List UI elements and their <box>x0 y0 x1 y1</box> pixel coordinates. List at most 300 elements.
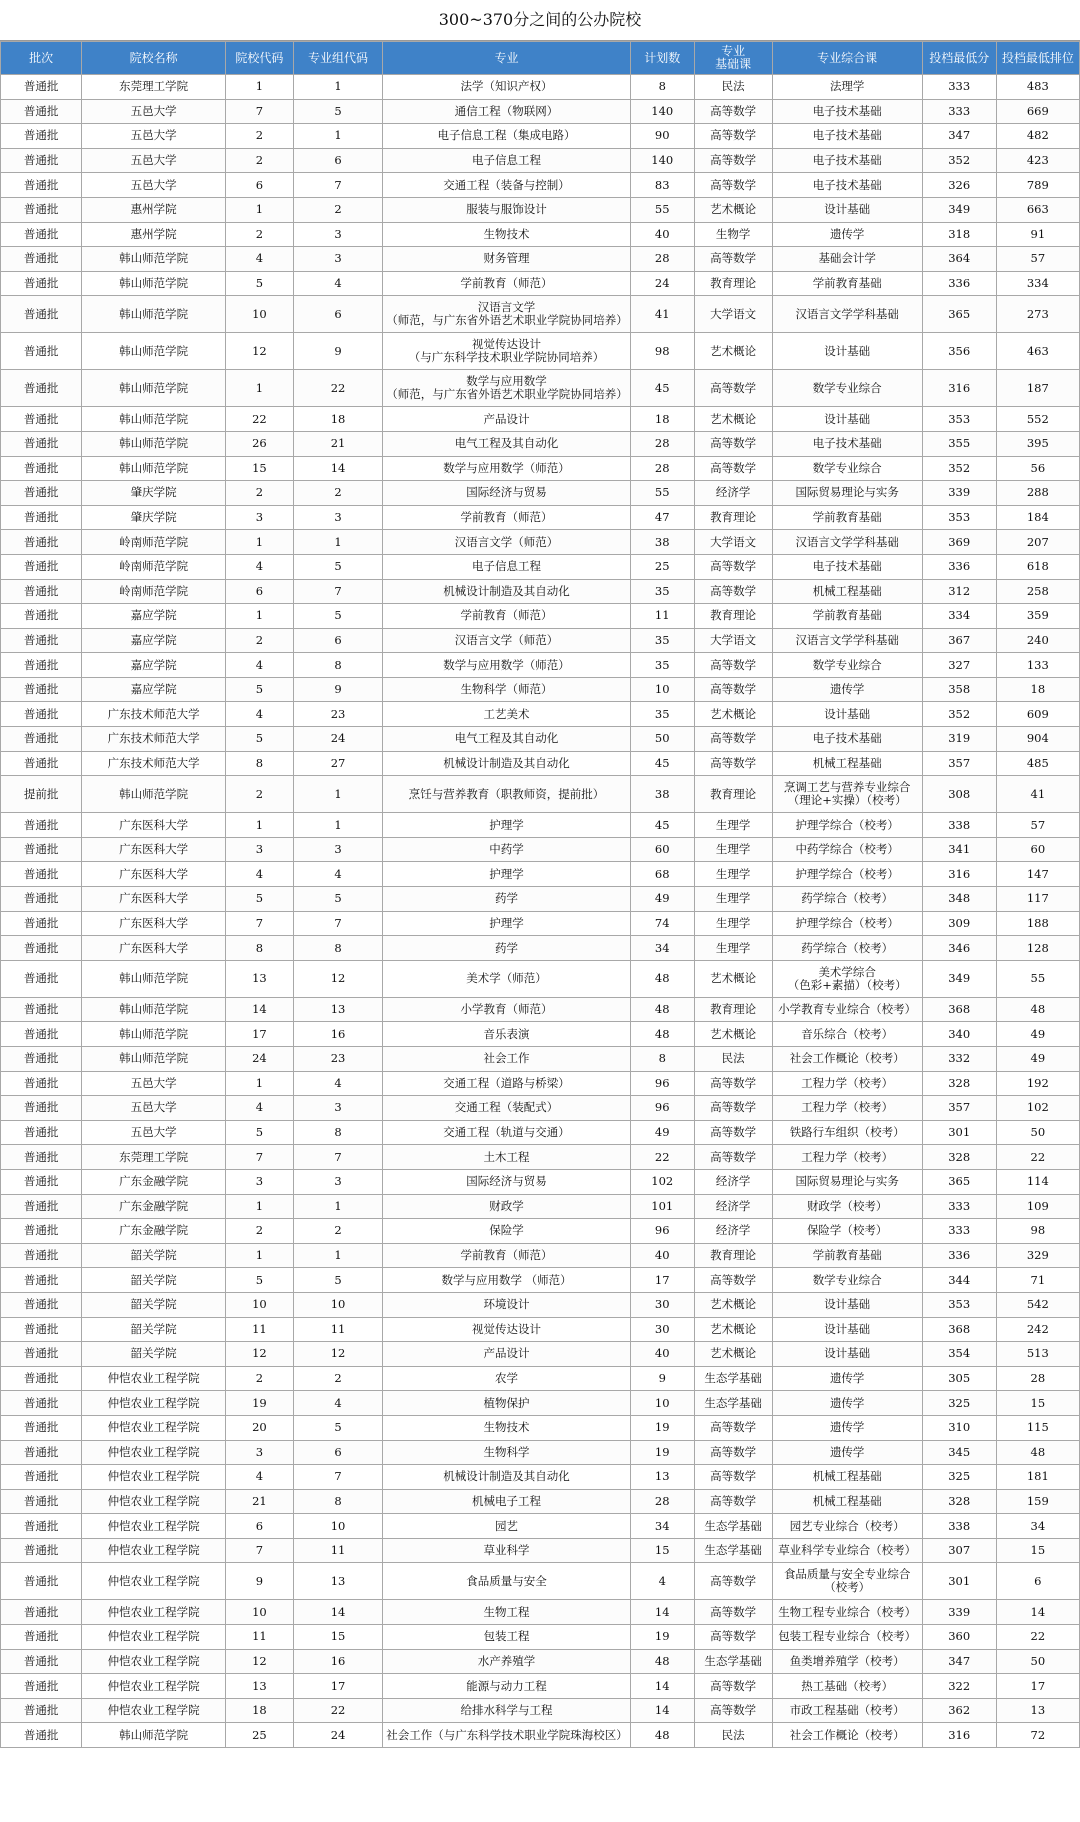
min-score-cell: 316 <box>922 370 996 407</box>
basic-course-cell: 高等数学 <box>694 1415 772 1440</box>
school-name-cell: 仲恺农业工程学院 <box>82 1563 226 1600</box>
group-code-cell: 17 <box>293 1674 382 1699</box>
school-code-cell: 1 <box>226 370 294 407</box>
school-name-cell: 仲恺农业工程学院 <box>82 1465 226 1490</box>
group-code-cell: 6 <box>293 1440 382 1465</box>
group-code-cell: 16 <box>293 1649 382 1674</box>
comprehensive-course-cell: 药学综合（校考） <box>772 887 922 912</box>
plan-count-cell: 48 <box>630 997 694 1022</box>
min-score-cell: 305 <box>922 1366 996 1391</box>
min-score-cell: 325 <box>922 1391 996 1416</box>
table-row <box>1 271 1080 296</box>
major-cell: 美术学（师范） <box>383 960 631 997</box>
school-name-cell: 仲恺农业工程学院 <box>82 1649 226 1674</box>
major-cell: 中药学 <box>383 837 631 862</box>
school-code-cell: 7 <box>226 99 294 124</box>
school-code-cell: 1 <box>226 197 294 222</box>
school-code-cell: 20 <box>226 1415 294 1440</box>
min-score-cell: 322 <box>922 1674 996 1699</box>
header-major: 专业 <box>383 42 631 75</box>
batch-cell: 普通批 <box>1 1489 82 1514</box>
school-name-cell: 嘉应学院 <box>82 628 226 653</box>
batch-cell: 普通批 <box>1 1169 82 1194</box>
table-row <box>1 887 1080 912</box>
comprehensive-course-cell: 遗传学 <box>772 222 922 247</box>
group-code-cell: 4 <box>293 1391 382 1416</box>
school-code-cell: 17 <box>226 1022 294 1047</box>
school-name-cell: 广东金融学院 <box>82 1219 226 1244</box>
basic-course-cell: 经济学 <box>694 481 772 506</box>
min-score-cell: 344 <box>922 1268 996 1293</box>
min-rank-cell: 663 <box>996 197 1079 222</box>
major-cell: 财政学 <box>383 1194 631 1219</box>
plan-count-cell: 48 <box>630 1723 694 1748</box>
school-name-cell: 嘉应学院 <box>82 604 226 629</box>
table-row <box>1 751 1080 776</box>
plan-count-cell: 96 <box>630 1096 694 1121</box>
school-name-cell: 仲恺农业工程学院 <box>82 1698 226 1723</box>
min-score-cell: 362 <box>922 1698 996 1723</box>
table-row <box>1 173 1080 198</box>
table-row <box>1 1120 1080 1145</box>
comprehensive-course-cell: 工程力学（校考） <box>772 1071 922 1096</box>
plan-count-cell: 15 <box>630 1538 694 1563</box>
table-row <box>1 247 1080 272</box>
group-code-cell: 9 <box>293 677 382 702</box>
plan-count-cell: 14 <box>630 1600 694 1625</box>
group-code-cell: 13 <box>293 997 382 1022</box>
basic-course-cell: 生理学 <box>694 887 772 912</box>
plan-count-cell: 38 <box>630 530 694 555</box>
school-code-cell: 10 <box>226 1600 294 1625</box>
basic-course-cell: 艺术概论 <box>694 197 772 222</box>
table-row <box>1 431 1080 456</box>
comprehensive-course-cell: 设计基础 <box>772 333 922 370</box>
school-name-cell: 仲恺农业工程学院 <box>82 1489 226 1514</box>
basic-course-cell: 经济学 <box>694 1169 772 1194</box>
basic-course-cell: 生态学基础 <box>694 1538 772 1563</box>
basic-course-cell: 生态学基础 <box>694 1649 772 1674</box>
group-code-cell: 3 <box>293 222 382 247</box>
school-name-cell: 韩山师范学院 <box>82 1723 226 1748</box>
batch-cell: 普通批 <box>1 813 82 838</box>
major-cell: 电子信息工程 <box>383 554 631 579</box>
plan-count-cell: 45 <box>630 813 694 838</box>
min-score-cell: 338 <box>922 1514 996 1539</box>
major-cell: 社会工作（与广东科学技术职业学院珠海校区） <box>383 1723 631 1748</box>
table-row <box>1 628 1080 653</box>
school-code-cell: 4 <box>226 653 294 678</box>
table-row <box>1 776 1080 813</box>
comprehensive-course-cell: 护理学综合（校考） <box>772 862 922 887</box>
school-name-cell: 韶关学院 <box>82 1317 226 1342</box>
group-code-cell: 11 <box>293 1317 382 1342</box>
basic-course-cell: 民法 <box>694 1723 772 1748</box>
min-score-cell: 357 <box>922 751 996 776</box>
basic-course-cell: 高等数学 <box>694 1268 772 1293</box>
major-cell: 植物保护 <box>383 1391 631 1416</box>
min-rank-cell: 181 <box>996 1465 1079 1490</box>
batch-cell: 普通批 <box>1 1674 82 1699</box>
table-row <box>1 1440 1080 1465</box>
school-code-cell: 14 <box>226 997 294 1022</box>
group-code-cell: 7 <box>293 173 382 198</box>
comprehensive-course-cell: 国际贸易理论与实务 <box>772 481 922 506</box>
plan-count-cell: 96 <box>630 1071 694 1096</box>
min-score-cell: 309 <box>922 911 996 936</box>
major-cell: 产品设计 <box>383 1342 631 1367</box>
min-rank-cell: 102 <box>996 1096 1079 1121</box>
table-row <box>1 481 1080 506</box>
major-cell: 国际经济与贸易 <box>383 481 631 506</box>
plan-count-cell: 10 <box>630 677 694 702</box>
group-code-cell: 6 <box>293 296 382 333</box>
basic-course-cell: 生理学 <box>694 813 772 838</box>
plan-count-cell: 41 <box>630 296 694 333</box>
table-row <box>1 677 1080 702</box>
plan-count-cell: 28 <box>630 456 694 481</box>
plan-count-cell: 60 <box>630 837 694 862</box>
basic-course-cell: 民法 <box>694 1047 772 1072</box>
major-cell: 数学与应用数学 （师范） <box>383 1268 631 1293</box>
major-cell: 保险学 <box>383 1219 631 1244</box>
school-name-cell: 仲恺农业工程学院 <box>82 1600 226 1625</box>
min-rank-cell: 242 <box>996 1317 1079 1342</box>
min-score-cell: 357 <box>922 1096 996 1121</box>
school-name-cell: 东莞理工学院 <box>82 75 226 100</box>
school-code-cell: 3 <box>226 1169 294 1194</box>
major-cell: 学前教育（师范） <box>383 271 631 296</box>
table-row <box>1 1415 1080 1440</box>
min-rank-cell: 159 <box>996 1489 1079 1514</box>
table-row <box>1 936 1080 961</box>
plan-count-cell: 40 <box>630 1243 694 1268</box>
school-name-cell: 广东技术师范大学 <box>82 751 226 776</box>
comprehensive-course-cell: 电子技术基础 <box>772 173 922 198</box>
header-school-code: 院校代码 <box>226 42 294 75</box>
min-rank-cell: 334 <box>996 271 1079 296</box>
batch-cell: 普通批 <box>1 481 82 506</box>
group-code-cell: 3 <box>293 505 382 530</box>
school-name-cell: 广东医科大学 <box>82 837 226 862</box>
batch-cell: 普通批 <box>1 1268 82 1293</box>
min-rank-cell: 329 <box>996 1243 1079 1268</box>
school-name-cell: 韩山师范学院 <box>82 1047 226 1072</box>
min-rank-cell: 57 <box>996 813 1079 838</box>
basic-course-cell: 艺术概论 <box>694 407 772 432</box>
major-cell: 园艺 <box>383 1514 631 1539</box>
group-code-cell: 5 <box>293 604 382 629</box>
min-rank-cell: 188 <box>996 911 1079 936</box>
school-name-cell: 韩山师范学院 <box>82 776 226 813</box>
min-score-cell: 348 <box>922 887 996 912</box>
min-rank-cell: 117 <box>996 887 1079 912</box>
header-group-code: 专业组代码 <box>293 42 382 75</box>
table-row <box>1 75 1080 100</box>
school-code-cell: 18 <box>226 1698 294 1723</box>
plan-count-cell: 11 <box>630 604 694 629</box>
school-code-cell: 12 <box>226 333 294 370</box>
major-cell: 视觉传达设计 （与广东科学技术职业学院协同培养） <box>383 333 631 370</box>
min-score-cell: 349 <box>922 960 996 997</box>
comprehensive-course-cell: 电子技术基础 <box>772 554 922 579</box>
basic-course-cell: 生理学 <box>694 936 772 961</box>
comprehensive-course-cell: 工程力学（校考） <box>772 1096 922 1121</box>
min-rank-cell: 50 <box>996 1649 1079 1674</box>
comprehensive-course-cell: 电子技术基础 <box>772 727 922 752</box>
batch-cell: 普通批 <box>1 296 82 333</box>
comprehensive-course-cell: 电子技术基础 <box>772 99 922 124</box>
min-score-cell: 368 <box>922 1317 996 1342</box>
min-rank-cell: 552 <box>996 407 1079 432</box>
comprehensive-course-cell: 市政工程基础（校考） <box>772 1698 922 1723</box>
plan-count-cell: 47 <box>630 505 694 530</box>
school-code-cell: 7 <box>226 1145 294 1170</box>
plan-count-cell: 102 <box>630 1169 694 1194</box>
group-code-cell: 18 <box>293 407 382 432</box>
school-name-cell: 岭南师范学院 <box>82 579 226 604</box>
min-rank-cell: 128 <box>996 936 1079 961</box>
group-code-cell: 12 <box>293 960 382 997</box>
table-row <box>1 653 1080 678</box>
school-name-cell: 五邑大学 <box>82 1120 226 1145</box>
plan-count-cell: 9 <box>630 1366 694 1391</box>
min-score-cell: 346 <box>922 936 996 961</box>
min-rank-cell: 28 <box>996 1366 1079 1391</box>
school-name-cell: 惠州学院 <box>82 222 226 247</box>
school-name-cell: 韩山师范学院 <box>82 296 226 333</box>
school-code-cell: 11 <box>226 1317 294 1342</box>
school-code-cell: 10 <box>226 1292 294 1317</box>
basic-course-cell: 教育理论 <box>694 505 772 530</box>
school-name-cell: 仲恺农业工程学院 <box>82 1538 226 1563</box>
basic-course-cell: 高等数学 <box>694 247 772 272</box>
basic-course-cell: 高等数学 <box>694 677 772 702</box>
school-name-cell: 广东技术师范大学 <box>82 727 226 752</box>
school-name-cell: 仲恺农业工程学院 <box>82 1440 226 1465</box>
plan-count-cell: 35 <box>630 702 694 727</box>
group-code-cell: 4 <box>293 271 382 296</box>
table-body <box>1 75 1080 1748</box>
table-row <box>1 124 1080 149</box>
plan-count-cell: 49 <box>630 1120 694 1145</box>
group-code-cell: 5 <box>293 1415 382 1440</box>
min-rank-cell: 15 <box>996 1391 1079 1416</box>
plan-count-cell: 35 <box>630 579 694 604</box>
table-row <box>1 1366 1080 1391</box>
min-score-cell: 349 <box>922 197 996 222</box>
group-code-cell: 8 <box>293 936 382 961</box>
plan-count-cell: 68 <box>630 862 694 887</box>
major-cell: 法学（知识产权） <box>383 75 631 100</box>
group-code-cell: 5 <box>293 99 382 124</box>
school-name-cell: 广东金融学院 <box>82 1194 226 1219</box>
table-row <box>1 1649 1080 1674</box>
comprehensive-course-cell: 数学专业综合 <box>772 653 922 678</box>
min-score-cell: 353 <box>922 505 996 530</box>
plan-count-cell: 4 <box>630 1563 694 1600</box>
school-code-cell: 4 <box>226 1096 294 1121</box>
major-cell: 给排水科学与工程 <box>383 1698 631 1723</box>
batch-cell: 普通批 <box>1 407 82 432</box>
batch-cell: 普通批 <box>1 862 82 887</box>
school-code-cell: 5 <box>226 1120 294 1145</box>
batch-cell: 普通批 <box>1 579 82 604</box>
table-row <box>1 1723 1080 1748</box>
school-name-cell: 韶关学院 <box>82 1243 226 1268</box>
table-row <box>1 197 1080 222</box>
batch-cell: 普通批 <box>1 370 82 407</box>
header-min-rank: 投档最低排位 <box>996 42 1079 75</box>
header-comprehensive-course: 专业综合课 <box>772 42 922 75</box>
school-code-cell: 2 <box>226 1219 294 1244</box>
group-code-cell: 2 <box>293 197 382 222</box>
table-row <box>1 505 1080 530</box>
min-rank-cell: 115 <box>996 1415 1079 1440</box>
batch-cell: 普通批 <box>1 1415 82 1440</box>
min-rank-cell: 463 <box>996 333 1079 370</box>
group-code-cell: 8 <box>293 653 382 678</box>
school-code-cell: 2 <box>226 124 294 149</box>
basic-course-cell: 高等数学 <box>694 124 772 149</box>
plan-count-cell: 28 <box>630 431 694 456</box>
batch-cell: 普通批 <box>1 628 82 653</box>
plan-count-cell: 17 <box>630 1268 694 1293</box>
major-cell: 生物科学（师范） <box>383 677 631 702</box>
batch-cell: 普通批 <box>1 1243 82 1268</box>
batch-cell: 普通批 <box>1 173 82 198</box>
school-code-cell: 9 <box>226 1563 294 1600</box>
table-row <box>1 1538 1080 1563</box>
group-code-cell: 4 <box>293 1071 382 1096</box>
basic-course-cell: 高等数学 <box>694 1071 772 1096</box>
school-code-cell: 13 <box>226 1674 294 1699</box>
school-code-cell: 24 <box>226 1047 294 1072</box>
comprehensive-course-cell: 数学专业综合 <box>772 370 922 407</box>
plan-count-cell: 48 <box>630 1649 694 1674</box>
major-cell: 小学教育（师范） <box>383 997 631 1022</box>
plan-count-cell: 30 <box>630 1317 694 1342</box>
school-code-cell: 2 <box>226 776 294 813</box>
plan-count-cell: 48 <box>630 1022 694 1047</box>
table-row <box>1 1600 1080 1625</box>
min-score-cell: 334 <box>922 604 996 629</box>
plan-count-cell: 8 <box>630 75 694 100</box>
table-row <box>1 333 1080 370</box>
plan-count-cell: 18 <box>630 407 694 432</box>
comprehensive-course-cell: 社会工作概论（校考） <box>772 1047 922 1072</box>
comprehensive-course-cell: 基础会计学 <box>772 247 922 272</box>
school-code-cell: 4 <box>226 1465 294 1490</box>
min-score-cell: 354 <box>922 1342 996 1367</box>
comprehensive-course-cell: 机械工程基础 <box>772 579 922 604</box>
basic-course-cell: 高等数学 <box>694 1674 772 1699</box>
group-code-cell: 1 <box>293 813 382 838</box>
table-row <box>1 148 1080 173</box>
group-code-cell: 15 <box>293 1625 382 1650</box>
basic-course-cell: 高等数学 <box>694 1096 772 1121</box>
major-cell: 数学与应用数学 （师范，与广东省外语艺术职业学院协同培养） <box>383 370 631 407</box>
min-rank-cell: 13 <box>996 1698 1079 1723</box>
batch-cell: 普通批 <box>1 1096 82 1121</box>
min-score-cell: 360 <box>922 1625 996 1650</box>
min-rank-cell: 482 <box>996 124 1079 149</box>
group-code-cell: 23 <box>293 702 382 727</box>
major-cell: 生物科学 <box>383 1440 631 1465</box>
batch-cell: 普通批 <box>1 677 82 702</box>
min-score-cell: 352 <box>922 456 996 481</box>
school-code-cell: 2 <box>226 481 294 506</box>
batch-cell: 普通批 <box>1 702 82 727</box>
basic-course-cell: 教育理论 <box>694 776 772 813</box>
school-code-cell: 12 <box>226 1342 294 1367</box>
basic-course-cell: 大学语文 <box>694 628 772 653</box>
basic-course-cell: 高等数学 <box>694 1600 772 1625</box>
min-rank-cell: 41 <box>996 776 1079 813</box>
batch-cell: 普通批 <box>1 1194 82 1219</box>
major-cell: 通信工程（物联网） <box>383 99 631 124</box>
comprehensive-course-cell: 财政学（校考） <box>772 1194 922 1219</box>
school-name-cell: 韩山师范学院 <box>82 370 226 407</box>
batch-cell: 普通批 <box>1 837 82 862</box>
comprehensive-course-cell: 药学综合（校考） <box>772 936 922 961</box>
comprehensive-course-cell: 汉语言文学学科基础 <box>772 530 922 555</box>
plan-count-cell: 38 <box>630 776 694 813</box>
school-code-cell: 26 <box>226 431 294 456</box>
comprehensive-course-cell: 学前教育基础 <box>772 604 922 629</box>
school-code-cell: 7 <box>226 1538 294 1563</box>
table-row <box>1 579 1080 604</box>
school-name-cell: 韩山师范学院 <box>82 960 226 997</box>
group-code-cell: 7 <box>293 1465 382 1490</box>
comprehensive-course-cell: 小学教育专业综合（校考） <box>772 997 922 1022</box>
group-code-cell: 21 <box>293 431 382 456</box>
school-code-cell: 25 <box>226 1723 294 1748</box>
table-row <box>1 1047 1080 1072</box>
basic-course-cell: 大学语文 <box>694 530 772 555</box>
min-score-cell: 336 <box>922 1243 996 1268</box>
group-code-cell: 22 <box>293 370 382 407</box>
school-name-cell: 韩山师范学院 <box>82 456 226 481</box>
school-name-cell: 广东医科大学 <box>82 862 226 887</box>
batch-cell: 普通批 <box>1 1440 82 1465</box>
major-cell: 国际经济与贸易 <box>383 1169 631 1194</box>
table-row <box>1 1563 1080 1600</box>
batch-cell: 普通批 <box>1 530 82 555</box>
comprehensive-course-cell: 设计基础 <box>772 1342 922 1367</box>
basic-course-cell: 高等数学 <box>694 1698 772 1723</box>
school-name-cell: 韩山师范学院 <box>82 247 226 272</box>
major-cell: 财务管理 <box>383 247 631 272</box>
basic-course-cell: 高等数学 <box>694 1625 772 1650</box>
comprehensive-course-cell: 铁路行车组织（校考） <box>772 1120 922 1145</box>
batch-cell: 普通批 <box>1 1071 82 1096</box>
major-cell: 机械设计制造及其自动化 <box>383 579 631 604</box>
comprehensive-course-cell: 电子技术基础 <box>772 124 922 149</box>
group-code-cell: 2 <box>293 1366 382 1391</box>
basic-course-cell: 艺术概论 <box>694 1292 772 1317</box>
group-code-cell: 14 <box>293 1600 382 1625</box>
min-score-cell: 369 <box>922 530 996 555</box>
batch-cell: 普通批 <box>1 887 82 912</box>
min-score-cell: 352 <box>922 702 996 727</box>
group-code-cell: 1 <box>293 776 382 813</box>
plan-count-cell: 34 <box>630 936 694 961</box>
table-row <box>1 1071 1080 1096</box>
plan-count-cell: 40 <box>630 222 694 247</box>
school-name-cell: 广东医科大学 <box>82 936 226 961</box>
plan-count-cell: 19 <box>630 1440 694 1465</box>
